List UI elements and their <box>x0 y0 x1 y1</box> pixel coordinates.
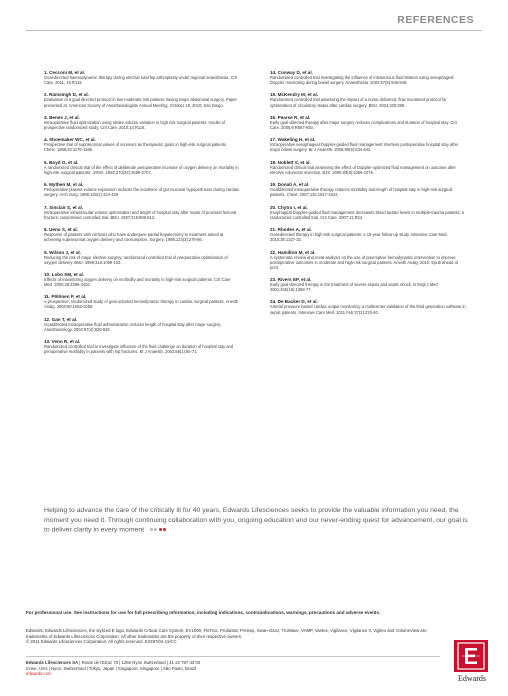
reference-heading: 22. Hamilton M, et al. <box>270 249 316 255</box>
page-title: REFERENCES <box>397 14 474 26</box>
tagline-text: Helping to advance the care of the critically ill for 40 years, Edwards Lifesciences seeks to provide the valuable information you need, the moment you need it. Through continuing collaboration with you, ongoing education and our never-ending quest for advancement, our goal is to deliver clarity in every moment <box>44 507 468 534</box>
edwards-e-logo-icon <box>454 640 488 672</box>
reference-heading: 9. Wilson J, et al. <box>44 249 81 255</box>
reference-citation: Randomized controlled trial to investigate influence of the fluid challenge on duration of hospital stay and perioperative morbidity in patients with hip fractures. Br J Anaesth. 2002;88(1):65-71. <box>44 344 234 355</box>
reference-heading: 6. Mythen M, et al. <box>44 182 84 188</box>
reference-citation: Randomised controlled trial investigating the influence of intravenous fluid titration using oesophageal Doppler monitoring during bowel surgery. Anaesthesia. 2002;57(9):845-849. <box>270 75 454 86</box>
reference-item <box>270 115 466 130</box>
reference-citation: A systematic review and meta-analysis on the use of preemptive hemodynamic intervention to improve postoperative outcomes in moderate and high-risk surgical patients. Anesth Analg. 2010; Epub ahead of print. <box>270 254 458 270</box>
reference-item <box>44 294 240 309</box>
reference-item <box>270 160 466 175</box>
reference-item <box>44 160 240 175</box>
reference-item <box>270 92 466 107</box>
reference-citation: Perioperative plasma volume expansion reduces the incidence of gut mucosal hypoperfusion during cardiac surgery. Arch Surg. 1995;130(4):423-429. <box>44 187 240 198</box>
reference-citation: Early goal-directed therapy in the treatment of severe sepsis and septic shock. N Engl J Med 2001;345(19):1368-77. <box>270 282 438 293</box>
reference-citation: Goaldirected intraoperative fluid administration reduces length of hospital stay after major surgery. Anesthesiology. 2002;97(4):820-826. <box>44 321 222 332</box>
reference-citation: Intraoperative fluid optimization using stroke volume variation in high risk surgical patients: results of prospective randomized study. Crit Care. 2010;14:R118. <box>44 119 226 130</box>
address-details: | Route de l'Etraz 70 | 1260 Nyon Switzerland | 41 22 787 43 00 <box>78 660 201 665</box>
references-right-column <box>270 70 466 322</box>
references-left-column <box>44 70 240 362</box>
reference-item <box>270 137 466 152</box>
reference-citation: Randomized clinical trial assessing the effect of Doppler-optimized fluid management on outcome after elective colorectal resection. BJS. 2006;93(9):1069-1076. <box>270 164 456 175</box>
reference-citation: Randomised controlled trial assessing the impact of a nurse delivered, flow monitored protocol for optimization of circulatory status after cardiac surgery. BMJ. 2004;329:358. <box>270 97 447 108</box>
reference-heading: 5. Boyd O, et al. <box>44 159 79 165</box>
footer-divider <box>26 656 440 657</box>
trademark-text: Edwards, Edwards Lifesciences, the stylized E logo, Edwards Critical Care System, EV1000, FloTrac, PediaSat, PreSep, Swan-Ganz, TruWave, VAMP, Vantex, Vigilance, Vigilance II, Vigileo and VolumeView are trademarks of Edwards Lifesciences Corporation. All other trademarks are the property of their respective owners. <box>26 628 427 639</box>
edwards-logo <box>452 640 490 688</box>
reference-citation: A prospective, randomized study of goal-oriented hemodynamic therapy in cardiac surgical patients. Anesth Analg. 2000;90:1052-1059. <box>44 299 239 310</box>
reference-item <box>44 317 240 332</box>
reference-heading: 11. Pölönen P, et al. <box>44 294 87 300</box>
reference-item <box>270 299 466 314</box>
reference-heading: 14. Conway D, et al. <box>270 70 313 75</box>
reference-heading: 18. Noblett S, et al. <box>270 159 311 165</box>
reference-item <box>44 272 240 287</box>
reference-heading: 13. Venn R, et al. <box>44 339 81 345</box>
title-divider <box>26 30 482 31</box>
reference-heading: 23. Rivers EP, et al. <box>270 276 312 282</box>
website-link[interactable]: edwards.com <box>26 671 52 677</box>
reference-heading: 16. Pearse R, et al. <box>270 114 311 120</box>
reference-citation: Goaldirected intraoperative therapy reduces morbidity and length of hospital stay in high-risk surgical patients. Chest. 2007;132:1817-1824. <box>270 187 453 198</box>
copyright-text: © 2011 Edwards Lifesciences Corporation. All rights reserved. E2387/04-11/CC <box>26 639 177 645</box>
reference-item <box>44 250 240 265</box>
reference-heading: 2. Ramsingh D, et al. <box>44 92 89 98</box>
reference-heading: 7. Sinclair S, et al. <box>44 204 84 210</box>
reference-heading: 1. Cecconi M, et al. <box>44 70 86 75</box>
professional-use-notice: For professional use. See instructions for use for full prescribing information, including indications, contraindications, warnings, precautions and adverse events. <box>26 610 381 615</box>
reference-item <box>44 70 240 85</box>
reference-item <box>44 137 240 152</box>
logo-wordmark: Edwards <box>458 674 486 683</box>
reference-heading: 20. Chytra I, et al. <box>270 204 308 210</box>
reference-item <box>270 70 466 85</box>
trademark-notice <box>26 628 446 645</box>
reference-heading: 10. Lobo SM, et al. <box>44 271 85 277</box>
reference-heading: 15. McKendry M, et al. <box>270 92 318 98</box>
reference-citation: Early goal-directed therapy after major surgery reduces complications and duration of hospital stay. Crit Care. 2005;9:R687-693. <box>270 119 457 130</box>
reference-citation: Response of patients with cirrhosis who have undergone partial hepatectomy to treatment aimed at achieving supranormal oxygen delivery and consumption. Surgery. 1998;123(3):278-86. <box>44 232 224 243</box>
reference-item <box>270 277 466 292</box>
reference-citation: Intraoperative intravascular volume optimization and length of hospital stay after repair of proximal femoral fracture: randomised controlled trial. BMJ. 1997;315:909-912. <box>44 209 237 220</box>
reference-citation: Esophageal Doppler-guided fluid management decreases blood lactate levels in multiple-trauma patients; a randomized controlled trial. Crit Care. 2007;11:R24. <box>270 209 465 220</box>
reference-heading: 17. Wakeling H, et al. <box>270 137 316 143</box>
address-line-2: Irvine, USA | Nyon, Switzerland | Tokyo, Japan | Singapore, Singapore | São Paulo, Brazil <box>26 665 196 671</box>
reference-citation: Prospective trial of supranormal values of survivors as therapeutic goals in high-risk surgical patients. Chest. 1988;23:1176-1186. <box>44 142 228 153</box>
reference-citation: Effects of maximizing oxygen delivery on morbidity and mortality in high-risk surgical patients. Crit Care Med. 2000;28:3396-3404. <box>44 276 231 288</box>
reference-item <box>44 182 240 197</box>
reference-heading: 19. Donati A, et al. <box>270 182 310 188</box>
reference-item <box>44 115 240 130</box>
reference-item <box>270 205 466 220</box>
reference-heading: 24. De Backer D, et al. <box>270 299 318 305</box>
references-columns <box>44 70 464 490</box>
reference-heading: 21. Rhodes A, et al. <box>270 227 312 233</box>
reference-citation: Evaluation of a goal directed protocol in low-moderate risk patients having major abdominal surgery. Paper presented at: American Society of Anesthesiologists Annual Meeting; October 18, 2010; San Diego. <box>44 97 237 108</box>
tagline <box>44 506 470 535</box>
reference-item <box>270 250 466 270</box>
reference-citation: Arterial pressure-based cardiac output monitoring: a multicenter validation of the third generation software in septic patients. Intensive Care Med. 2011 Feb;37(2):233-40. <box>270 304 466 315</box>
reference-heading: 4. Shoemaker WC, et al. <box>44 137 96 143</box>
clarity-dots-icon <box>150 525 168 535</box>
reference-item <box>270 227 466 242</box>
reference-heading: 12. Gan T, et al. <box>44 316 78 322</box>
company-name: Edwards Lifesciences SA <box>26 660 79 665</box>
reference-heading: 8. Ueno S, et al. <box>44 227 78 233</box>
reference-citation: Intraoperative oesophageal Doppler-guided fluid management shortens postoperative hospital stay after major bowel surgery. Br J Anaesth. 2005;95(5):634-642. <box>270 142 459 153</box>
reference-citation: A randomized clinical trial of the effect of deliberate perioperative increase of oxygen delivery on mortality in high-risk surgical patients. JAMA. 1993;270(22):2699-2707. <box>44 164 239 175</box>
reference-item <box>270 182 466 197</box>
reference-item <box>44 92 240 107</box>
reference-heading: 3. Benes J, et al. <box>44 114 80 120</box>
reference-citation: Goal-directed haemodynamic therapy during elective total hip arthroplasty under regional anaesthesia. Crit Care. 2011; 15:R132 <box>44 75 237 86</box>
reference-item <box>44 339 240 354</box>
company-address <box>26 660 446 677</box>
reference-citation: Goal-directed therapy in high-risk surgical patients: a 15-year follow-up study. Intensive Care Med. 2010;36:1327-32. <box>270 232 448 243</box>
reference-citation: Reducing the risk of major elective surgery: randomised controlled trial of preoperative optimisation of oxygen delivery. BMJ. 1999;318:1099-103. <box>44 254 228 265</box>
reference-item <box>44 227 240 242</box>
reference-item <box>44 205 240 220</box>
